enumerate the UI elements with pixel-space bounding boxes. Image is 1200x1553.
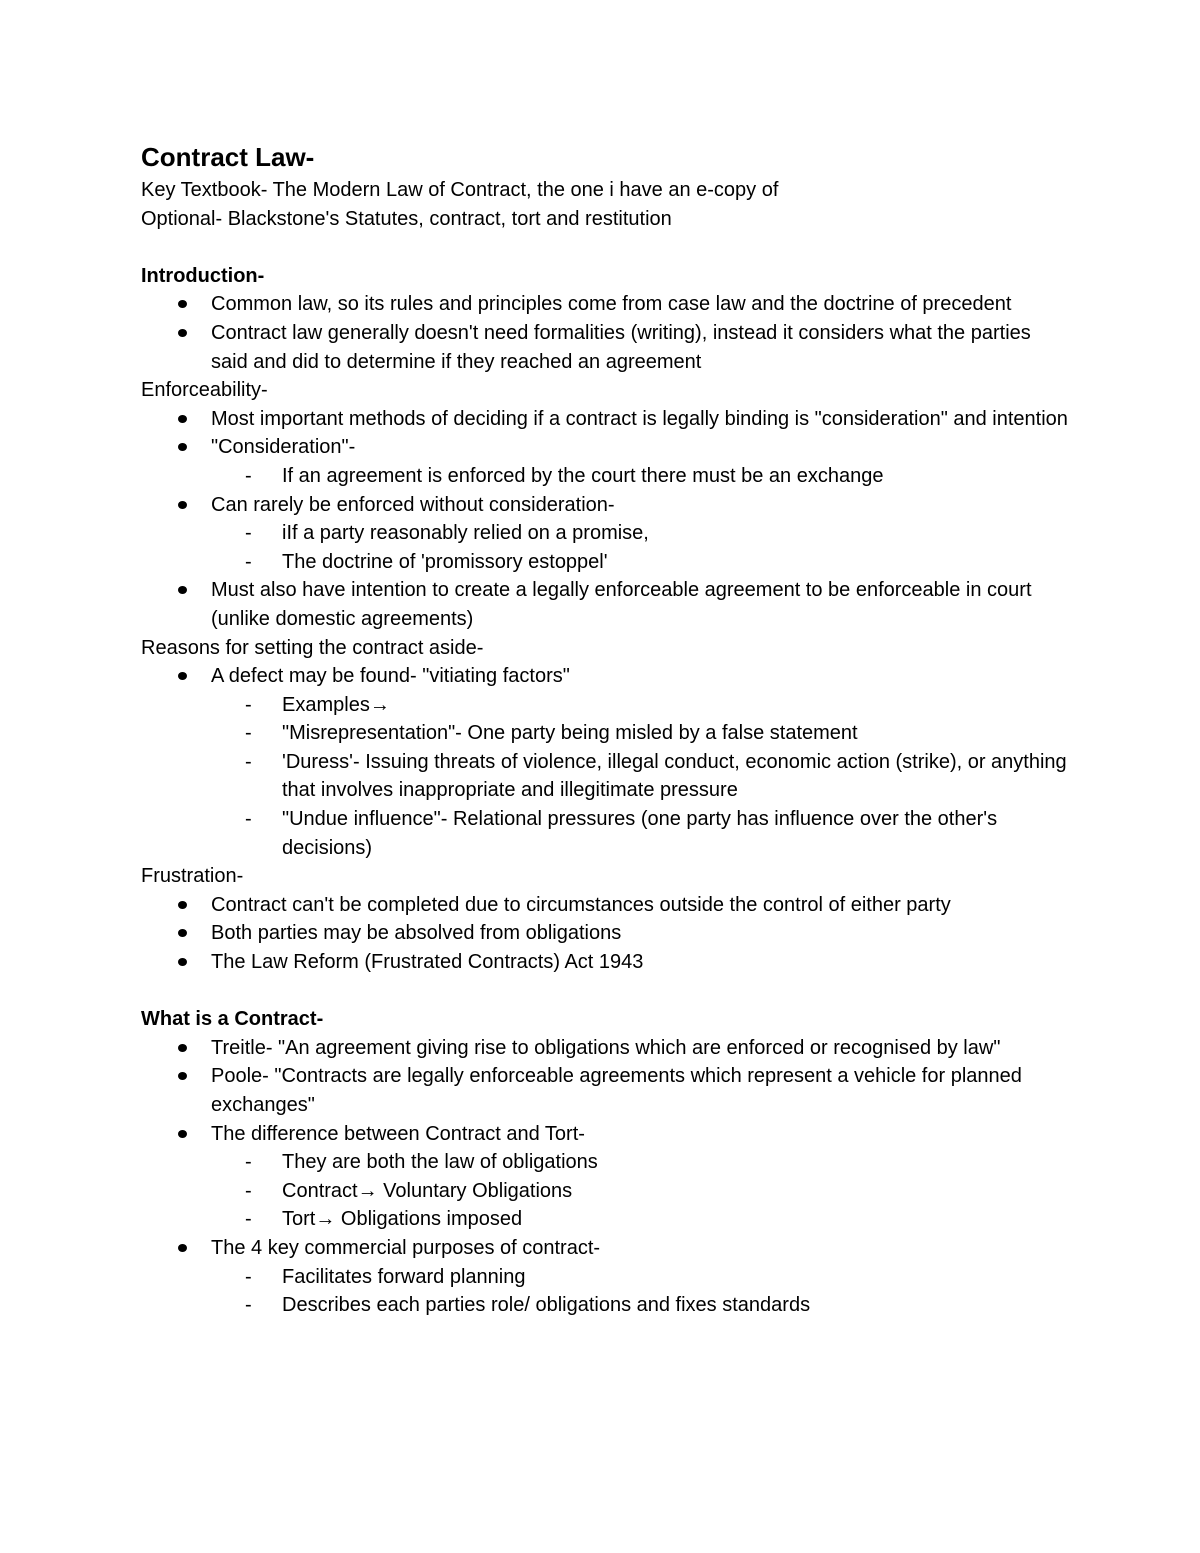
bullet-icon: [178, 672, 187, 680]
sub-list-item: [211, 719, 1071, 748]
dash-icon: -: [245, 808, 252, 831]
sub-list-item-text: Tort→ Obligations imposed: [282, 1208, 523, 1231]
key-textbook-line: Key Textbook- The Modern Law of Contract, the one i have an e-copy of: [141, 179, 779, 201]
list-item-text: The Law Reform (Frustrated Contracts) Act 1943: [211, 951, 644, 974]
list-item: [141, 662, 1071, 862]
sub-list-item: [211, 1148, 1071, 1177]
sub-list-item-text: "Undue influence"- Relational pressures (one party has influence over the other's decisions): [282, 808, 998, 859]
sub-list-item: [211, 1205, 1071, 1234]
sub-list-item-text: If an agreement is enforced by the court there must be an exchange: [282, 464, 884, 487]
section-heading-what-is-a-contract: What is a Contract-: [141, 1008, 324, 1031]
sub-list-item-text: 'Duress'- Issuing threats of violence, illegal conduct, economic action (strike), or anything that involves inappropriate and illegitimate pressure: [282, 750, 1067, 802]
sub-list: [211, 1263, 1071, 1320]
list-item: [141, 891, 1071, 920]
dash-icon: -: [245, 693, 252, 716]
dash-icon: -: [245, 1179, 252, 1202]
dash-icon: -: [245, 522, 252, 545]
list-item-text: A defect may be found- "vitiating factors": [211, 665, 570, 688]
bullet-icon: [178, 443, 187, 451]
sub-list-item: [211, 691, 1071, 720]
bullet-icon: [178, 958, 187, 966]
bullet-icon: [178, 1072, 187, 1080]
blank-line: [141, 233, 1071, 262]
sub-list-item-text: Facilitates forward planning: [282, 1265, 526, 1288]
section-heading-frustration: Frustration-: [141, 865, 244, 888]
sub-list-item: [211, 805, 1071, 862]
list-item: [141, 405, 1071, 434]
dash-icon: -: [245, 750, 252, 773]
blank-line: [141, 977, 1071, 1006]
sub-list-item: [211, 548, 1071, 577]
dash-icon: -: [245, 1294, 252, 1317]
list-item: [141, 1120, 1071, 1234]
bullet-icon: [178, 586, 187, 594]
sub-list: [211, 691, 1071, 863]
bullet-icon: [178, 501, 187, 509]
bullet-icon: [178, 929, 187, 937]
sub-list-item-text: iIf a party reasonably relied on a promise,: [282, 522, 649, 545]
sub-list: [211, 462, 1071, 491]
dash-icon: -: [245, 1265, 252, 1288]
list-item-text: Both parties may be absolved from obligations: [211, 922, 622, 945]
list-item-text: The 4 key commercial purposes of contract-: [211, 1236, 601, 1259]
bullet-icon: [178, 1244, 187, 1252]
section-heading-enforceability: Enforceability-: [141, 379, 268, 402]
list-item-text: Contract law generally doesn't need formalities (writing), instead it considers what the parties said and did to determine if they reached an agreement: [211, 321, 1031, 373]
sub-list-item: [211, 748, 1071, 805]
dash-icon: -: [245, 1151, 252, 1174]
introduction-list: [141, 290, 1071, 376]
list-item-text: Must also have intention to create a legally enforceable agreement to be enforceable in court (unlike domestic agreements): [211, 579, 1032, 630]
dash-icon: -: [245, 1208, 252, 1231]
list-item: [141, 919, 1071, 948]
list-item: [141, 576, 1071, 633]
sub-list-item-text: The doctrine of 'promissory estoppel': [282, 550, 608, 573]
bullet-icon: [178, 300, 187, 308]
frustration-list: [141, 891, 1071, 977]
list-item: [141, 319, 1071, 376]
reasons-list: [141, 662, 1071, 862]
sub-list-item: [211, 519, 1071, 548]
sub-list-item: [211, 1177, 1071, 1206]
list-item-text: Common law, so its rules and principles come from case law and the doctrine of precedent: [211, 293, 1012, 316]
dash-icon: -: [245, 550, 252, 573]
document-page: [141, 138, 1071, 1320]
list-item: [141, 1062, 1071, 1119]
list-item-text: Contract can't be completed due to circumstances outside the control of either party: [211, 893, 951, 916]
list-item-text: The difference between Contract and Tort-: [211, 1122, 585, 1145]
bullet-icon: [178, 901, 187, 909]
optional-textbook-line: Optional- Blackstone's Statutes, contract, tort and restitution: [141, 207, 672, 230]
list-item-text: "Consideration"-: [211, 436, 356, 459]
list-item-text: Most important methods of deciding if a contract is legally binding is "consideration" and intention: [211, 407, 1068, 430]
section-heading-introduction: Introduction-: [141, 264, 265, 287]
sub-list-item-text: Contract→ Voluntary Obligations: [282, 1179, 573, 1202]
sub-list-item: [211, 462, 1071, 491]
list-item: [141, 290, 1071, 319]
list-item-text: Poole- "Contracts are legally enforceable agreements which represent a vehicle for planned exchanges": [211, 1065, 1022, 1116]
list-item: [141, 1034, 1071, 1063]
enforceability-list: [141, 405, 1071, 634]
list-item: [141, 491, 1071, 577]
sub-list-item-text: Examples→: [282, 693, 390, 716]
list-item-text: Can rarely be enforced without consideration-: [211, 493, 615, 516]
bullet-icon: [178, 1044, 187, 1052]
sub-list-item-text: They are both the law of obligations: [282, 1151, 598, 1174]
sub-list-item: [211, 1291, 1071, 1320]
bullet-icon: [178, 329, 187, 337]
list-item: [141, 1234, 1071, 1320]
bullet-icon: [178, 415, 187, 423]
section-heading-reasons: Reasons for setting the contract aside-: [141, 636, 484, 659]
dash-icon: -: [245, 464, 252, 487]
list-item-text: Treitle- "An agreement giving rise to obligations which are enforced or recognised by law": [211, 1036, 1001, 1059]
sub-list: [211, 519, 1071, 576]
dash-icon: -: [245, 722, 252, 745]
sub-list-item-text: Describes each parties role/ obligations and fixes standards: [282, 1294, 811, 1317]
document-title: Contract Law-: [141, 142, 315, 172]
sub-list-item-text: "Misrepresentation"- One party being misled by a false statement: [282, 722, 858, 745]
list-item: [141, 433, 1071, 490]
sub-list-item: [211, 1263, 1071, 1292]
bullet-icon: [178, 1130, 187, 1138]
list-item: [141, 948, 1071, 977]
what-is-a-contract-list: [141, 1034, 1071, 1320]
sub-list: [211, 1148, 1071, 1234]
